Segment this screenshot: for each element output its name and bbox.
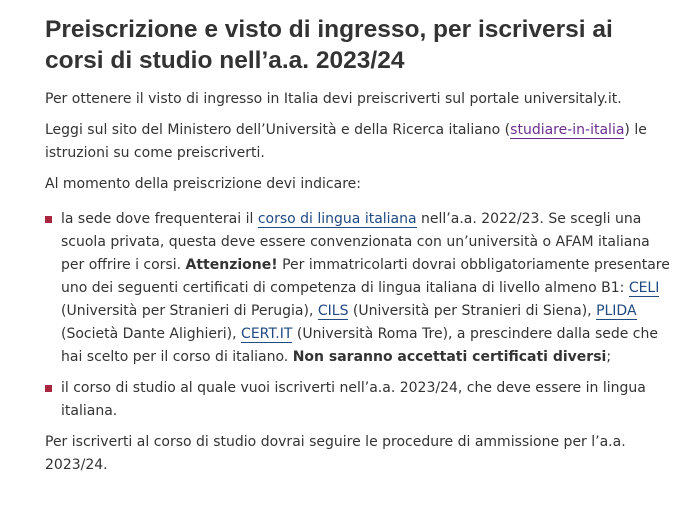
cils-link[interactable]: CILS [317,303,349,319]
celi-org: (Università per Stranieri di Perugia), [61,303,318,319]
item2-text: il corso di studio al quale vuoi iscriverti nell’a.a. 2023/24, che deve essere in lingua italiana. [61,380,646,419]
cils-org: (Università per Stranieri di Siena), [348,303,597,319]
indicate-paragraph: Al momento della preiscrizione devi indicare: [45,176,361,192]
plida-org: (Società Dante Alighieri), [61,326,242,342]
square-bullet-icon [45,216,52,223]
item1-end: ; [606,349,612,365]
list-item [45,208,670,369]
notice-text: Non saranno accettati certificati diversi [292,349,607,365]
ministry-text-after: ) le istruzioni su come preiscriverti. [45,122,647,161]
item1-text-c: Per immatricolarti dovrai obbligatoriamente presentare uno dei seguenti certificati di competenza di lingua italiana di livello almeno B1: [61,257,670,296]
ministry-text-before: Leggi sul sito del Ministero dell’Università e della Ricerca italiano ( [45,122,511,138]
certit-org: (Università Roma Tre), a prescindere dalla sede che hai scelto per il corso di italiano. [61,326,658,365]
celi-link[interactable]: CELI [628,280,660,296]
intro-paragraph: Per ottenere il visto di ingresso in Italia devi preiscriverti sul portale universitaly.it. [45,91,622,107]
certit-link[interactable]: CERT.IT [241,326,293,342]
plida-link[interactable]: PLIDA [596,303,637,319]
closing-paragraph: Per iscriverti al corso di studio dovrai seguire le procedure di ammissione per l’a.a. 2023/24. [45,434,626,473]
content [45,88,670,477]
studiare-in-italia-link[interactable]: studiare-in-italia [510,122,625,138]
ministry-paragraph [45,119,670,165]
attention-label: Attenzione! [185,257,278,273]
course-link[interactable]: corso di lingua italiana [257,211,417,227]
list-item [45,377,670,423]
item1-text-b: nell’a.a. 2022/23. Se scegli una scuola privata, questa deve essere convenzionata con un’università o AFAM italiana per offrire i corsi. [61,211,650,273]
page-title: Preiscrizione e visto di ingresso, per iscriversi ai corsi di studio nell’a.a. 2023/24 [45,16,613,74]
item1-text-a: la sede dove frequenterai il [61,211,258,227]
square-bullet-icon [45,385,52,392]
requirements-list [45,208,670,423]
